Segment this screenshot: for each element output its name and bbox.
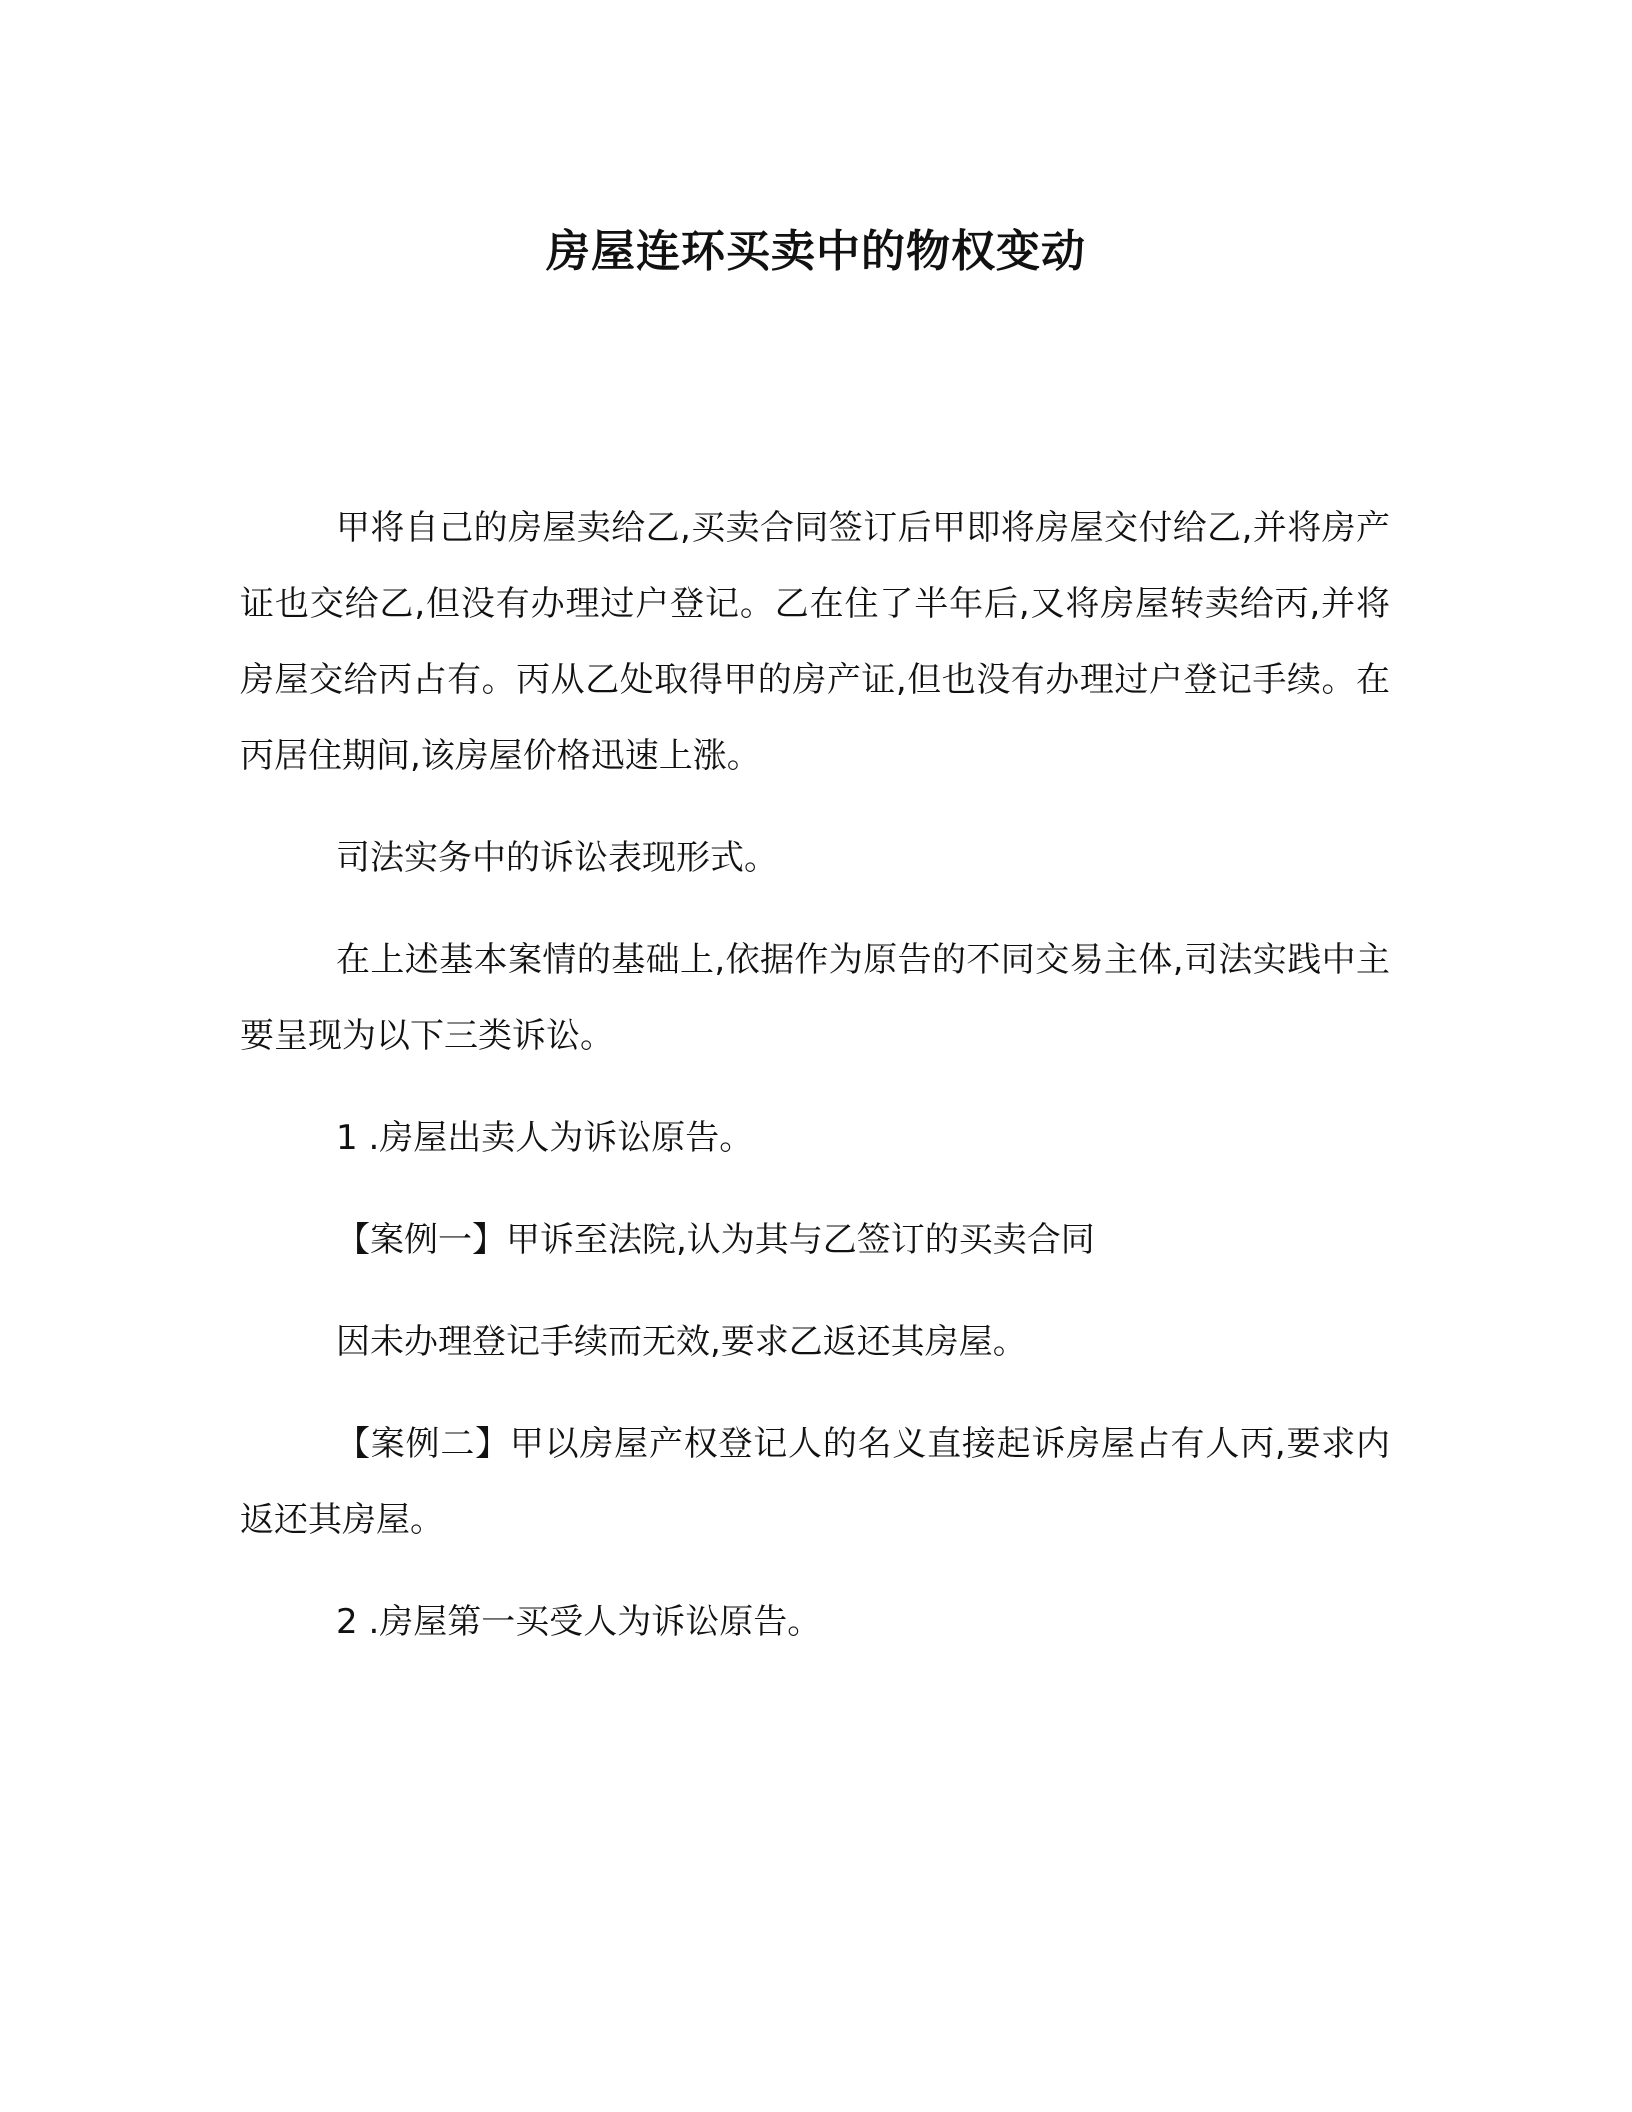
document-title: 房屋连环买卖中的物权变动 xyxy=(546,226,1086,277)
paragraph-heading-seller-plaintiff: 1 .房屋出卖人为诉讼原告。 xyxy=(336,1118,754,1158)
paragraph-case-two: 【案例二】甲以房屋产权登记人的名义直接起诉房屋占有人丙,要求内返还其房屋。 xyxy=(240,1424,1390,1540)
paragraph-case-one-continued: 因未办理登记手续而无效,要求乙返还其房屋。 xyxy=(336,1322,1027,1362)
paragraph-case-one: 【案例一】甲诉至法院,认为其与乙签订的买卖合同 xyxy=(336,1220,1095,1260)
paragraph-litigation-forms: 司法实务中的诉讼表现形式。 xyxy=(336,838,778,878)
paragraph-case-facts: 甲将自己的房屋卖给乙,买卖合同签订后甲即将房屋交付给乙,并将房产证也交给乙,但没有办理过户登记。乙在住了半年后,又将房屋转卖给丙,并将房屋交给丙占有。丙从乙处取得甲的房产证,但也没有办理过户登记手续。在丙居住期间,该房屋价格迅速上涨。 xyxy=(240,508,1390,776)
document-body xyxy=(240,490,1390,1686)
paragraph-three-types: 在上述基本案情的基础上,依据作为原告的不同交易主体,司法实践中主要呈现为以下三类诉讼。 xyxy=(240,940,1390,1056)
paragraph-heading-first-buyer-plaintiff: 2 .房屋第一买受人为诉讼原告。 xyxy=(336,1602,822,1642)
